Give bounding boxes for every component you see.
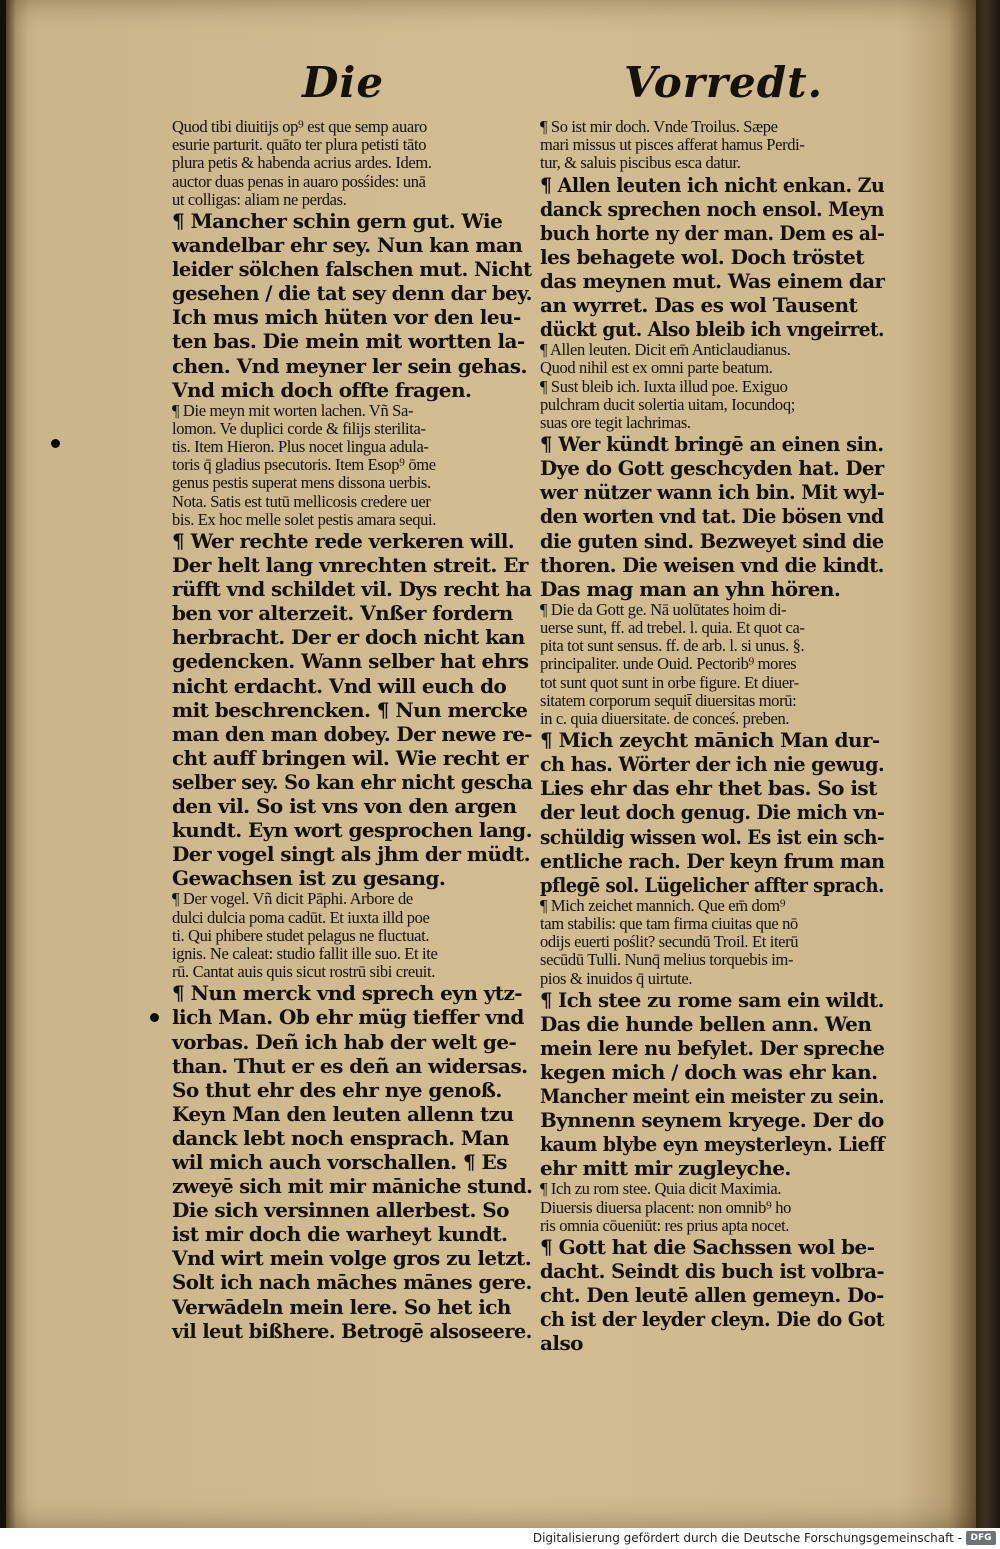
text-line: man den man dobey. Der newe re- (172, 721, 532, 746)
text-line: die guten sind. Bezweyet sind die (540, 528, 884, 553)
text-line: ten bas. Die mein mit wortten la- (172, 329, 525, 354)
text-line: Quod tibi diuitijs op⁹ est que semp auaro (172, 117, 427, 136)
text-line: mari missus ut pisces afferat hamus Perdi- (540, 135, 805, 155)
text-line: Der vogel singt als jhm der müdt. (172, 842, 531, 867)
text-line: Das die hunde bellen ann. Wen (540, 1011, 872, 1036)
text-line: suas ore tegit lachrimas. (540, 412, 691, 432)
text-line: ¶ Wer kündt bringē an einen sin. (540, 432, 884, 457)
text-line: tis. Item Hieron. Plus nocet lingua adula- (172, 437, 429, 457)
text-line: Solt ich nach māches mānes gere. (172, 1270, 532, 1295)
text-line: danck lebt noch ensprach. Man (172, 1125, 509, 1150)
text-line: kundt. Eyn wort gesprochen lang. (172, 818, 532, 843)
page-edge (976, 0, 1000, 1528)
text-line: principaliter. unde Ouid. Pectorib⁹ mores (540, 654, 797, 674)
text-line: schüldig wissen wol. Es ist ein sch- (540, 824, 885, 849)
text-line: der leut doch genug. Die mich vn- (540, 800, 885, 825)
text-line: das meynen mut. Was einem dar (540, 268, 885, 293)
text-line: zweyē sich mit mir māniche stund. (172, 1174, 533, 1199)
text-line: pulchram ducit solertia uitam, Iocundoq; (540, 394, 795, 414)
text-line: ¶ Sust bleib ich. Iuxta illud poe. Exiguo (540, 376, 788, 396)
text-line: ¶ Die da Gott ge. Nā uolūtates hoim di- (540, 599, 787, 619)
text-line: secūdū Tulli. Nunq̄ melius torquebis im- (540, 950, 794, 970)
text-line: an wyrret. Das es wol Tausent (540, 293, 858, 318)
text-line: Gewachsen ist zu gesang. (172, 866, 446, 891)
text-line: toris q̄ gladius psecutoris. Item Esop⁹ ōme (172, 455, 436, 475)
footer-bar (0, 1528, 1000, 1549)
text-line: cht auff bringen wil. Wie recht er (172, 745, 528, 770)
text-line: ¶ Mich zeichet mannich. Que em̄ dom⁹ (540, 895, 786, 915)
text-line: ¶ Allen leuten ich nicht enkan. Zu (540, 172, 885, 197)
text-line: gedencken. Wann selber hat ehrs (172, 649, 529, 674)
text-line: Verwādeln mein lere. So het ich (172, 1294, 511, 1319)
text-line: ¶ Gott hat die Sachssen wol be- (540, 1235, 875, 1260)
text-line: kaum blybe eyn meysterleyn. Lieff (540, 1132, 885, 1157)
ink-mark (150, 1013, 159, 1022)
text-line: wandelbar ehr sey. Nun kan man (172, 233, 523, 258)
text-line: ist mir doch die warheyt kundt. (172, 1222, 508, 1247)
text-line: Keyn Man den leuten allenn tzu (172, 1101, 514, 1126)
text-line: chen. Vnd meyner ler sein gehas. (172, 353, 527, 378)
text-line: ¶ Ich stee zu rome sam ein wildt. (540, 987, 884, 1012)
text-line: mit beschrencken. ¶ Nun mercke (172, 697, 528, 722)
text-line: leider sölchen falschen mut. Nicht (172, 257, 532, 282)
text-line: nicht erdacht. Vnd will euch do (172, 673, 507, 698)
text-line: Die sich versinnen allerbest. So (172, 1198, 509, 1223)
text-line: ¶ Ich zu rom stee. Quia dicit Maximia. (540, 1179, 782, 1199)
text-line: ¶ Allen leuten. Dicit em̄ Anticlaudianus. (540, 340, 791, 360)
text-line: odijs euerti poślit? secundū Troil. Et iterū (540, 932, 799, 952)
book-page (6, 0, 978, 1528)
text-line: Das mag man an yhn hören. (540, 576, 841, 601)
text-line: ris omnia cōueniūt: res prius apta nocet. (540, 1215, 790, 1235)
text-line: wil mich auch vorschallen. ¶ Es (172, 1150, 507, 1174)
text-line: tam stabilis: que tam firma ciuitas que nō (540, 913, 798, 933)
text-line: den vil. So ist vns von den argen (172, 794, 517, 819)
text-line: pita tot sunt sensus. ff. de arb. l. si unus. §. (540, 636, 805, 656)
text-line: danck sprechen noch ensol. Meyn (540, 196, 884, 221)
text-line: pflegē sol. Lügelicher affter sprach. (540, 872, 884, 897)
text-line: dulci dulcia poma cadūt. Et iuxta illd poe (172, 907, 430, 927)
text-line: ti. Qui phibere studet pelagus ne fluctuat. (172, 925, 430, 945)
text-line: Mancher meint ein meister zu sein. (540, 1084, 885, 1109)
text-line: in c. quia diuersitate. de conceś. preben. (540, 708, 790, 728)
text-line: cht. Den leutē allen gemeyn. Do- (540, 1283, 884, 1308)
text-line: So thut ehr des ehr nye genoß. (172, 1077, 502, 1102)
footer-credit: Digitalisierung gefördert durch die Deutsche Forschungsgemeinschaft - (532, 1531, 962, 1545)
ink-mark (51, 439, 60, 448)
text-line: buch horte ny der man. Dem es al- (540, 220, 885, 245)
text-line: ¶ Mancher schin gern gut. Wie (172, 208, 503, 233)
text-line: gesehen / die tat sey denn dar bey. (172, 281, 532, 306)
text-line: Vnd wirt mein volge gros zu letzt. (172, 1246, 532, 1271)
text-line: rū. Cantat auis quis sicut rostrū sibi creuit. (172, 962, 435, 982)
text-line: ch ist der leyder cleyn. Die do Got (540, 1307, 885, 1332)
text-line: ¶ Wer rechte rede verkeren will. (172, 529, 515, 553)
text-line: ¶ Mich zeycht mānich Man dur- (540, 728, 880, 753)
text-line: les behagete wol. Doch tröstet (540, 244, 864, 269)
text-line: esurie parturit. quāto ter plura petisti tāto (172, 135, 427, 155)
text-line: mein lere nu befylet. Der spreche (540, 1035, 885, 1060)
running-head-right: Vorredt. (624, 58, 824, 107)
text-line: Nota. Satis est tutū mellicosis credere uer (172, 491, 431, 511)
text-line: ch has. Wörter der ich nie gewug. (540, 752, 885, 777)
text-line: lomon. Ve duplici corde & filijs sterilita- (172, 418, 426, 438)
text-line: Vnd mich doch offte fragen. (172, 377, 472, 402)
text-line: auctor duas penas in auaro posśides: unā (172, 171, 426, 191)
text-line: herbracht. Der er doch nicht kan (172, 625, 525, 650)
text-line: rüfft vnd schildet vil. Dys recht ha (172, 577, 532, 602)
text-line: plura petis & habenda acrius ardes. Idem. (172, 153, 432, 173)
text-line: vorbas. Deñ ich hab der welt ge- (172, 1029, 517, 1054)
text-line: tur, & saluis piscibus esca datur. (540, 153, 741, 173)
text-line: entliche rach. Der keyn frum man (540, 848, 885, 873)
text-line: Ich mus mich hüten vor den leu- (172, 305, 521, 330)
text-column-left (172, 118, 532, 1343)
text-line: sitatem corporum sequit̄ diuersitas morū: (540, 690, 797, 710)
text-line: lich Man. Ob ehr müg tieffer vnd (172, 1005, 524, 1030)
text-line: ¶ Die meyn mit worten lachen. Vñ Sa- (172, 400, 414, 420)
text-column-right (540, 118, 884, 1356)
text-line: Der helt lang vnrechten streit. Er (172, 553, 528, 578)
text-line: genus pestis superat mens dissona uerbis. (172, 473, 431, 493)
text-line: vil leut bißhere. Betrogē alsoseere. (172, 1318, 532, 1343)
text-line: Diuersis diuersa placent: non omnib⁹ ho (540, 1197, 792, 1217)
text-line: thoren. Die weisen vnd die kindt. (540, 552, 884, 577)
text-line: dückt gut. Also bleib ich vngeirret. (540, 317, 884, 342)
text-line: ¶ So ist mir doch. Vnde Troilus. Sæpe (540, 117, 778, 136)
running-head-left: Die (302, 58, 385, 107)
text-line: selber sey. So kan ehr nicht gescha (172, 769, 533, 794)
text-line: ehr mitt mir zugleyche. (540, 1156, 791, 1181)
text-line: ignis. Ne caleat: studio fallit ille suo. Et ite (172, 943, 438, 963)
text-line: ¶ Nun merck vnd sprech eyn ytz- (172, 981, 523, 1006)
text-line: ¶ Der vogel. Vñ dicit Pāphi. Arbore de (172, 889, 413, 909)
dfg-logo: DFG (966, 1531, 996, 1545)
text-line: dacht. Seindt dis buch ist volbra- (540, 1259, 885, 1284)
text-line: ben vor alterzeit. Vnßer fordern (172, 601, 513, 626)
text-line: than. Thut er es deñ an widersas. (172, 1053, 528, 1078)
text-line: den worten vnd tat. Die bösen vnd (540, 504, 884, 529)
text-line: pios & inuidos q̄ uirtute. (540, 968, 693, 988)
text-line: tot sunt quot sunt in orbe figure. Et diuer- (540, 672, 799, 692)
text-line: kegen mich / doch was ehr kan. (540, 1060, 878, 1084)
text-line: bis. Ex hoc melle solet pestis amara sequi. (172, 509, 437, 529)
text-line: also (540, 1331, 583, 1356)
text-line: Quod nihil est ex omni parte beatum. (540, 358, 773, 378)
text-line: uerse sunt, ff. ad trebel. l. quia. Et quot ca- (540, 618, 805, 637)
text-line: wer nützer wann ich bin. Mit wyl- (540, 480, 885, 505)
text-line: Dye do Gott geschcyden hat. Der (540, 456, 884, 481)
text-line: Bynnenn seynem kryege. Der do (540, 1108, 884, 1133)
text-line: ut colligas: aliam ne perdas. (172, 189, 347, 209)
text-line: Lies ehr das ehr thet bas. So ist (540, 776, 877, 801)
